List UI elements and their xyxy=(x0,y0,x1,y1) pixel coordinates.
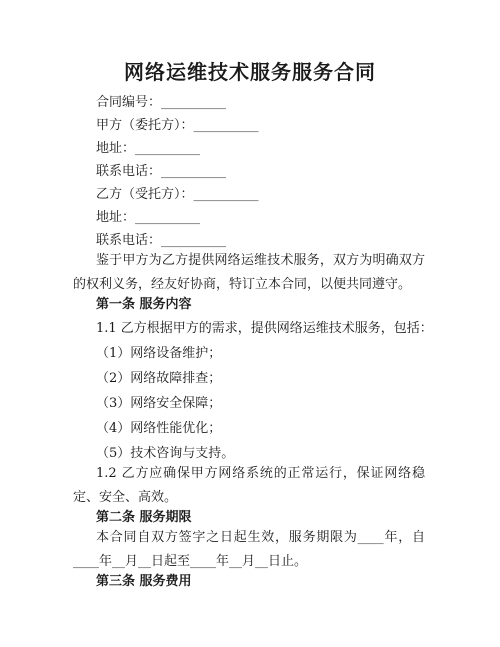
preamble-paragraph: 鉴于甲方为乙方提供网络运维技术服务，双方为明确双方的权利义务，经友好协商，特订立本合同，以便共同遵守。 xyxy=(73,253,425,292)
party-b-field: 乙方（受托方）：__________ xyxy=(96,187,259,202)
article-3-heading: 第三条 服务费用 xyxy=(96,574,192,589)
party-b-address-field: 地址：__________ xyxy=(96,210,201,225)
article-1-heading: 第一条 服务内容 xyxy=(96,297,192,312)
article-2-heading: 第二条 服务期限 xyxy=(96,510,192,525)
contract-number-field: 合同编号：__________ xyxy=(96,95,227,110)
party-a-phone-field: 联系电话：__________ xyxy=(96,164,227,179)
party-a-field: 甲方（委托方）：__________ xyxy=(96,118,259,133)
service-item-5: （5）技术咨询与支持。 xyxy=(96,446,235,461)
clause-1-2: 1.2 乙方应确保甲方网络系统的正常运行，保证网络稳定、安全、高效。 xyxy=(73,466,425,505)
article-2-text: 本合同自双方签字之日起生效，服务期限为____年，自____年__月__日起至____年__月__日止。 xyxy=(73,530,425,569)
document-title: 网络运维技术服务服务合同 xyxy=(124,60,376,84)
service-item-2: （2）网络故障排查； xyxy=(96,371,222,386)
party-b-phone-field: 联系电话：__________ xyxy=(96,233,227,248)
party-a-address-field: 地址：__________ xyxy=(96,141,201,156)
service-item-4: （4）网络性能优化； xyxy=(96,421,222,436)
service-item-1: （1）网络设备维护； xyxy=(96,346,222,361)
clause-1-1: 1.1 乙方根据甲方的需求，提供网络运维技术服务，包括： xyxy=(96,321,433,336)
service-item-3: （3）网络安全保障； xyxy=(96,396,222,411)
